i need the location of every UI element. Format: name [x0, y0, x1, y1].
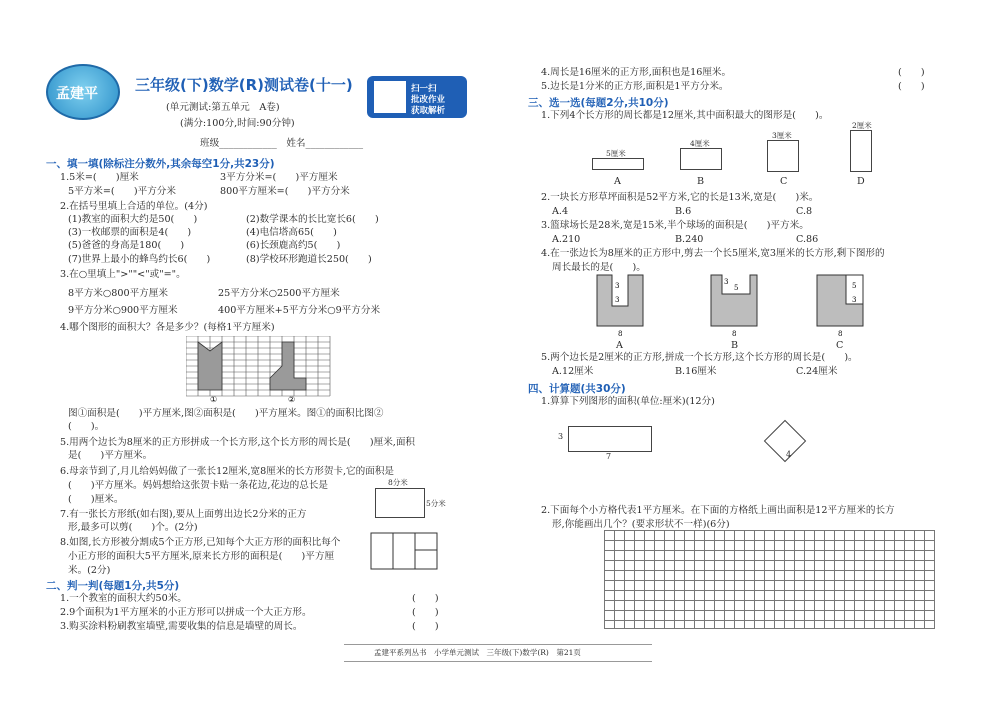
- svg-text:5: 5: [734, 284, 739, 292]
- cut-figure-c: [816, 274, 864, 342]
- cut-option-a[interactable]: A: [616, 340, 623, 351]
- svg-text:8: 8: [732, 330, 737, 338]
- choice-q5-b[interactable]: B.16厘米: [675, 366, 717, 377]
- qr-code-badge[interactable]: [367, 76, 467, 118]
- rect-b: [680, 148, 722, 170]
- judge-q3-paren[interactable]: ( ): [412, 621, 439, 632]
- choice-q2-b[interactable]: B.6: [675, 206, 692, 217]
- qr-label-2: 批改作业: [411, 95, 446, 105]
- subtitle: (单元测试:第五单元 A卷): [166, 102, 280, 113]
- svg-text:3: 3: [852, 296, 857, 304]
- rect-c: [767, 140, 799, 172]
- rect-d: [850, 130, 872, 172]
- judge-q1: 1.一个教室的面积大约50米。: [60, 593, 187, 604]
- cut-option-b[interactable]: B: [731, 340, 739, 351]
- choice-q5-c[interactable]: C.24厘米: [796, 366, 838, 377]
- q3-stem: 3.在○里填上">""<"或"="。: [60, 269, 186, 280]
- page-footer: [344, 644, 652, 662]
- q2-b: (2)数学课本的长比宽长6( ): [246, 214, 379, 225]
- rect-b-label: 4厘米: [690, 139, 710, 148]
- section-1-title: 一、填一填(除标注分数外,其余每空1分,共23分): [46, 158, 275, 170]
- q2-a: (1)教室的面积大约是50( ): [68, 214, 198, 225]
- section-2-title: 二、判一判(每题1分,共5分): [46, 580, 180, 592]
- q2-f: (6)长颈鹿高约5( ): [246, 240, 341, 251]
- calc-q2-line1: 2.下面每个小方格代表1平方厘米。在下面的方格纸上画出面积是12平方厘米的长方: [541, 505, 895, 516]
- q7-width-label: 8分米: [388, 478, 408, 487]
- judge-q4-paren[interactable]: ( ): [898, 67, 925, 78]
- judge-q5-paren[interactable]: ( ): [898, 81, 925, 92]
- rect-a: [592, 158, 644, 170]
- q2-e: (5)爸爸的身高是180( ): [68, 240, 185, 251]
- q3-d: 400平方厘米+5平方分米○9平方分米: [218, 305, 381, 316]
- q6-line3: ( )厘米。: [68, 494, 124, 505]
- calc-q1: 1.算算下列图形的面积(单位:厘米)(12分): [541, 396, 715, 407]
- score-time: (满分:100分,时间:90分钟): [180, 118, 295, 129]
- q4-answer-2: ( )。: [68, 421, 105, 432]
- calc-q2-line2: 形,你能画出几个？(要求形状不一样)(6分): [552, 519, 730, 530]
- q7-rect-figure: [375, 488, 425, 518]
- calc-rect-width: 7: [606, 452, 612, 461]
- q2-c: (3)一枚邮票的面积是4( ): [68, 227, 192, 238]
- choice-q3-a[interactable]: A.210: [552, 234, 581, 245]
- svg-text:8: 8: [838, 330, 843, 338]
- q1-c: 5平方米=( )平方分米: [68, 186, 176, 197]
- q5-line2: 是( )平方厘米。: [68, 450, 153, 461]
- q7-height-label: 5分米: [426, 499, 446, 508]
- exam-title: 三年级(下)数学(R)测试卷(十一): [135, 76, 353, 94]
- q1-d: 800平方厘米=( )平方分米: [220, 186, 350, 197]
- cut-figure-a: [596, 274, 644, 342]
- option-a-letter[interactable]: A: [614, 176, 621, 187]
- q2-g: (7)世界上最小的蜂鸟约长6( ): [68, 254, 211, 265]
- q2-d: (4)电信塔高65( ): [246, 227, 337, 238]
- choice-q1: 1.下列4个长方形的周长都是12厘米,其中面积最大的图形是( )。: [541, 110, 829, 121]
- choice-q5: 5.两个边长是2厘米的正方形,拼成一个长方形,这个长方形的周长是( )。: [541, 352, 858, 363]
- q4-stem: 4.哪个图形的面积大？各是多少？(每格1平方厘米): [60, 322, 275, 333]
- calc-square-side: 4: [786, 450, 792, 459]
- svg-text:5: 5: [852, 282, 857, 290]
- qr-label-3: 获取解析: [411, 106, 446, 116]
- q8-line1: 8.如图,长方形被分割成5个正方形,已知每个大正方形的面积比每个: [60, 537, 341, 548]
- q5-line1: 5.用两个边长为8厘米的正方形拼成一个长方形,这个长方形的周长是( )厘米,面积: [60, 437, 416, 448]
- choice-q3: 3.篮球场长是28米,宽是15米,半个球场的面积是( )平方米。: [541, 220, 809, 231]
- q7-line1: 7.有一张长方形纸(如右图),要从上面剪出边长2分米的正方: [60, 509, 307, 520]
- q6-line1: 6.母亲节到了,月儿给妈妈做了一张长12厘米,宽8厘米的长方形贺卡,它的面积是: [60, 466, 395, 477]
- q1-b: 3平方分米=( )平方厘米: [220, 172, 338, 183]
- q3-a: 8平方米○800平方厘米: [68, 288, 168, 299]
- q3-b: 25平方分米○2500平方厘米: [218, 288, 340, 299]
- judge-q2-paren[interactable]: ( ): [412, 607, 439, 618]
- q4-answer-1: 图①面积是( )平方厘米,图②面积是( )平方厘米。图①的面积比图②: [68, 408, 384, 419]
- q3-c: 9平方分米○900平方厘米: [68, 305, 178, 316]
- footer-text: 孟建平系列丛书 小学单元测试 三年级(下)数学(R) 第21页: [374, 648, 581, 657]
- cut-figure-b: [710, 274, 758, 342]
- option-b-letter[interactable]: B: [697, 176, 705, 187]
- fig-label-1: ①: [210, 395, 218, 404]
- section-4-title: 四、计算题(共30分): [528, 383, 626, 395]
- calc-rect-figure: [568, 426, 652, 452]
- judge-q5: 5.边长是1分米的正方形,面积是1平方分米。: [541, 81, 729, 92]
- option-c-letter[interactable]: C: [780, 176, 788, 187]
- choice-q3-c[interactable]: C.86: [796, 234, 819, 245]
- choice-q2: 2.一块长方形草坪面积是52平方米,它的长是13米,宽是( )米。: [541, 192, 819, 203]
- rect-a-label: 5厘米: [606, 149, 626, 158]
- q6-line2: ( )平方厘米。妈妈想给这张贺卡贴一条花边,花边的总长是: [68, 480, 328, 491]
- svg-text:3: 3: [724, 278, 729, 286]
- section-3-title: 三、选一选(每题2分,共10分): [528, 97, 669, 109]
- qr-label-1: 扫一扫: [411, 84, 437, 94]
- choice-q2-a[interactable]: A.4: [552, 206, 569, 217]
- choice-q4-line2: 周长最长的是( )。: [552, 262, 646, 273]
- fig-label-2: ②: [288, 395, 296, 404]
- svg-text:8: 8: [618, 330, 623, 338]
- judge-q1-paren[interactable]: ( ): [412, 593, 439, 604]
- q8-squares-figure: [370, 532, 442, 572]
- q1-a: 1.5米=( )厘米: [60, 172, 139, 183]
- svg-text:3: 3: [615, 296, 620, 304]
- drawing-grid[interactable]: [604, 530, 935, 629]
- cut-option-c[interactable]: C: [836, 340, 844, 351]
- q2-h: (8)学校环形跑道长250( ): [246, 254, 372, 265]
- q8-line2: 小正方形的面积大5平方厘米,原来长方形的面积是( )平方厘: [68, 551, 335, 562]
- judge-q4: 4.周长是16厘米的正方形,面积也是16厘米。: [541, 67, 732, 78]
- choice-q5-a[interactable]: A.12厘米: [552, 366, 594, 377]
- class-name-field[interactable]: 班级____________ 姓名____________: [200, 138, 364, 149]
- q2-stem: 2.在括号里填上合适的单位。(4分): [60, 201, 208, 212]
- judge-q3: 3.购买涂料粉刷教室墙壁,需要收集的信息是墙壁的周长。: [60, 621, 303, 632]
- judge-q2: 2.9个面积为1平方厘米的小正方形可以拼成一个大正方形。: [60, 607, 312, 618]
- choice-q2-c[interactable]: C.8: [796, 206, 813, 217]
- choice-q3-b[interactable]: B.240: [675, 234, 704, 245]
- q8-line3: 米。(2分): [68, 565, 111, 576]
- rect-d-label: 2厘米: [852, 121, 872, 130]
- choice-q4-line1: 4.在一张边长为8厘米的正方形中,剪去一个长5厘米,宽3厘米的长方形,剩下图形的: [541, 248, 885, 259]
- qr-code-icon: [374, 81, 406, 113]
- svg-text:3: 3: [615, 282, 620, 290]
- publisher-logo: 孟建平: [46, 64, 120, 120]
- calc-square-figure: [764, 420, 806, 462]
- option-d-letter[interactable]: D: [857, 176, 865, 187]
- q4-grid-figure: [186, 336, 332, 406]
- calc-rect-height: 3: [558, 432, 564, 441]
- rect-c-label: 3厘米: [772, 131, 792, 140]
- q7-line2: 形,最多可以剪( )个。(2分): [68, 522, 198, 533]
